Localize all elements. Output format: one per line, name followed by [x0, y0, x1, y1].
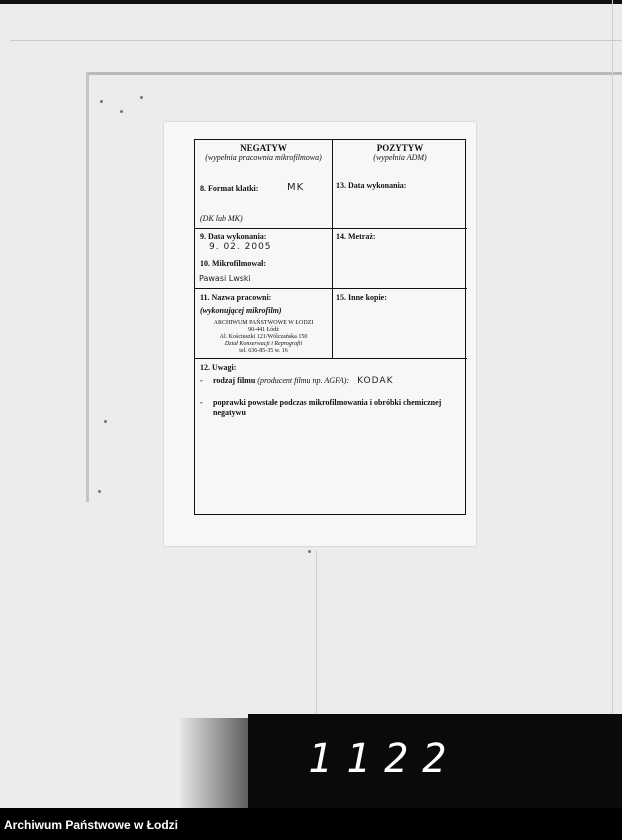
scan-line [10, 40, 622, 41]
bullet: - [200, 398, 203, 407]
speck [308, 550, 311, 553]
stamp-line: ARCHIWUM PAŃSTWOWE W ŁODZI [213, 320, 314, 326]
field-8-label: 8. Format klatki: [200, 184, 259, 193]
row-divider [195, 358, 467, 359]
fold-line [316, 550, 317, 720]
negatyw-subtitle: (wypełnia pracownia mikrofilmowa) [205, 153, 322, 162]
field-12-label: 12. Uwagi: [200, 363, 237, 372]
speck [98, 490, 101, 493]
bullet: - [200, 376, 203, 385]
field-14-label: 14. Metraż: [336, 232, 376, 241]
field-10-label: 10. Mikrofilmował: [200, 259, 267, 268]
stamp-line: Al. Kościuszki 121/Wólczańska 150 [219, 334, 308, 340]
row-divider [195, 288, 467, 289]
pozytyw-subtitle: (wypełnia ADM) [373, 153, 427, 162]
field-11-sub: (wykonującej mikrofilm) [200, 306, 282, 315]
footer-bar [0, 808, 622, 840]
column-divider [332, 140, 333, 358]
folder-edge [86, 72, 622, 75]
footer-text: Archiwum Państwowe w Łodzi [4, 818, 179, 832]
film-type-hint: (producent filmu np. AGFA): [257, 376, 350, 385]
field-11-label: 11. Nazwa pracowni: [200, 293, 272, 302]
negatyw-title: NEGATYW [240, 143, 287, 153]
negatyw-header [195, 143, 332, 162]
stamp-line: 90-441 Łódź [248, 327, 279, 333]
speck [120, 110, 123, 113]
stamp-line: tel. 636-85-35 w. 16 [239, 348, 288, 354]
film-strip [248, 714, 622, 808]
speck [100, 100, 103, 103]
right-edge-line [612, 0, 613, 720]
field-9-label: 9. Data wykonania: [200, 232, 267, 241]
frame-number: 1122 [308, 736, 461, 782]
corrections-note: poprawki powstałe podczas mikrofilmowania i obróbki chemicznej negatywu [213, 398, 442, 417]
folder-edge-vertical [86, 72, 89, 502]
film-type-label: rodzaj filmu [213, 376, 256, 385]
field-8-value: MK [287, 182, 305, 193]
microfilm-form [194, 139, 466, 515]
row-divider [195, 228, 467, 229]
field-9-value: 9. 02. 2005 [209, 242, 272, 252]
speck [104, 420, 107, 423]
field-10-value: Pawasi Lwski [199, 274, 251, 283]
institution-stamp [195, 320, 332, 355]
stamp-line: Dział Konserwacji i Reprografii [224, 341, 303, 347]
top-edge [0, 0, 622, 4]
film-edge-shadow [180, 718, 250, 808]
field-13-label: 13. Data wykonania: [336, 181, 407, 190]
pozytyw-title: POZYTYW [376, 143, 424, 153]
field-15-label: 15. Inne kopie: [336, 293, 387, 302]
speck [140, 96, 143, 99]
film-type-value: KODAK [357, 376, 394, 386]
field-8-hint: (DK lub MK) [200, 214, 243, 223]
pozytyw-header [333, 143, 467, 162]
film-type-line [213, 376, 393, 386]
